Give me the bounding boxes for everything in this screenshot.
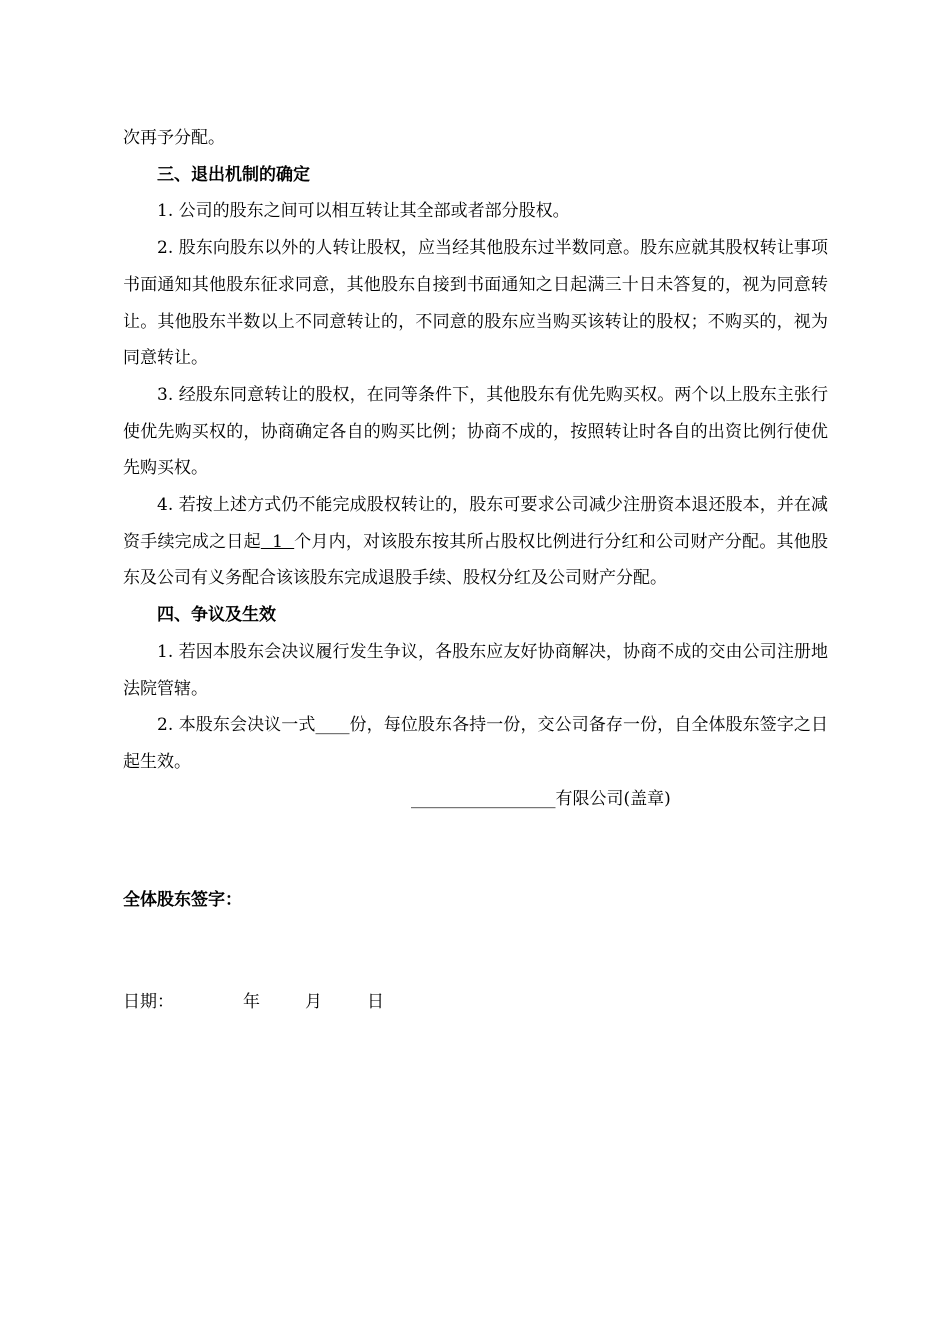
section-4-item-1: 1. 若因本股东会决议履行发生争议，各股东应友好协商解决，协商不成的交由公司注册地法院管辖。: [123, 641, 828, 699]
section-3-item-4-text-b: 个月内，对该股东按其所占股权比例进行分红和公司财产分配。其他股东及公司有义务配合该该股东完成退股手续、股权分红及公司财产分配。: [123, 531, 829, 589]
section-4-heading: 四、争议及生效: [157, 605, 276, 626]
date-month: 月: [305, 992, 322, 1012]
date-label: 日期：: [123, 992, 174, 1012]
section-4-item-2-text-b: 份，每位股东各持一份，交公司备存一份，自全体股东签字之日起生效。: [123, 715, 829, 772]
date-year: 年: [243, 992, 260, 1012]
date-row: [123, 984, 384, 1020]
section-3-item-4: [123, 487, 828, 597]
company-stamp-line: _________________有限公司(盖章): [411, 788, 671, 809]
copies-blank: ____: [315, 715, 350, 736]
date-day: 日: [367, 992, 384, 1012]
months-blank: 1: [260, 531, 295, 552]
section-3-item-4-text-a: 4. 若按上述方式仍不能完成股权转让的，股东可要求公司减少注册资本退还股本，并在减资手续完成之日起: [123, 495, 828, 552]
section-4-item-2-text-a: 2. 本股东会决议一式: [157, 715, 316, 736]
section-3-item-1: 1. 公司的股东之间可以相互转让其全部或者部分股权。: [157, 201, 570, 222]
section-3-item-3: 3. 经股东同意转让的股权，在同等条件下，其他股东有优先购买权。两个以上股东主张行使优先购买权的，协商确定各自的购买比例；协商不成的，按照转让时各自的出资比例行使优先购买权。: [123, 384, 828, 479]
shareholder-signature-label: 全体股东签字：: [123, 890, 242, 910]
section-4-item-2: [123, 707, 828, 780]
continuation-paragraph: 次再予分配。: [123, 128, 225, 148]
document-body: [123, 120, 828, 817]
section-3-heading: 三、退出机制的确定: [157, 164, 310, 185]
section-3-item-2: 2. 股东向股东以外的人转让股权，应当经其他股东过半数同意。股东应就其股权转让事项书面通知其他股东征求同意，其他股东自接到书面通知之日起满三十日未答复的，视为同意转让。其他股东半数以上不同意转让的，不同意的股东应当购买该转让的股权；不购买的，视为同意转让。: [123, 238, 828, 369]
